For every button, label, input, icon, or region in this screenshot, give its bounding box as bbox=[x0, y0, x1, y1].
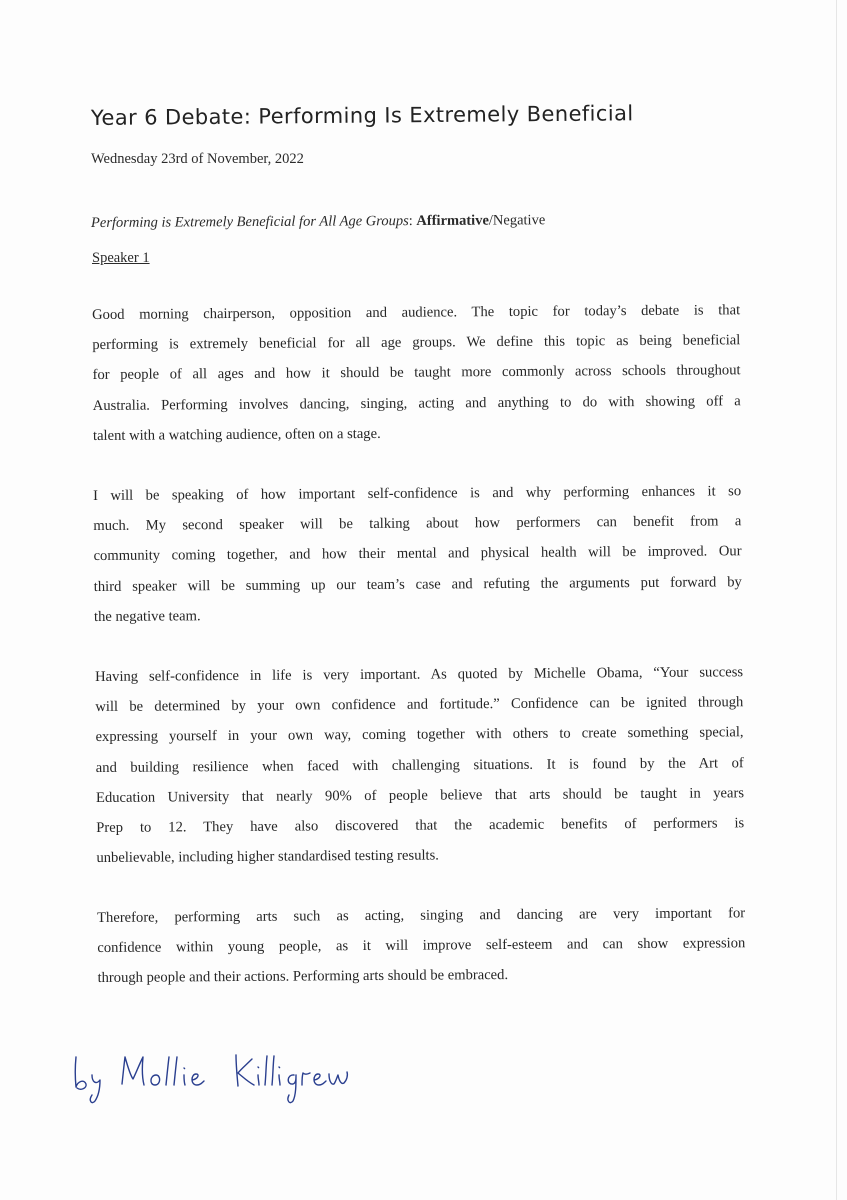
side-negative: Negative bbox=[492, 212, 546, 229]
paragraph-outline bbox=[93, 476, 742, 632]
paragraph-line: Good morning chairperson, opposition and audience. The topic for today’s debate is that bbox=[92, 302, 741, 323]
paragraph-line: expressing yourself in your own way, coming together with others to create something special, bbox=[95, 724, 744, 746]
paragraph-line: will be determined by your own confidence and fortitude.” Confidence can be ignited through bbox=[95, 694, 744, 716]
signature-drawing bbox=[66, 1035, 366, 1105]
page-title: Year 6 Debate: Performing Is Extremely Beneficial bbox=[90, 101, 634, 130]
paragraph-argument bbox=[95, 657, 745, 873]
paragraph-line: community coming together, and how their mental and physical health will be improved. Our bbox=[93, 543, 742, 565]
paragraph-line: performing is extremely beneficial for all age groups. We define this topic as being beneficial bbox=[92, 332, 741, 354]
paragraph-line: the negative team. bbox=[93, 608, 201, 625]
paragraph-line: Therefore, performing arts such as acting, singing and dancing are very important for bbox=[97, 905, 746, 926]
paragraph-line: confidence within young people, as it will improve self-esteem and can show expression bbox=[97, 935, 746, 957]
paragraph-line: through people and their actions. Performing arts should be embraced. bbox=[97, 967, 509, 987]
paragraph-line: talent with a watching audience, often on a stage. bbox=[92, 425, 381, 444]
handwritten-signature bbox=[66, 1035, 366, 1105]
paragraph-line: for people of all ages and how it should be taught more commonly across schools throughout bbox=[92, 362, 741, 384]
debate-date: Wednesday 23rd of November, 2022 bbox=[91, 151, 304, 167]
side-slash: / bbox=[488, 212, 493, 229]
paragraph-line: Having self-confidence in life is very important. As quoted by Michelle Obama, “Your success bbox=[95, 664, 744, 685]
paragraph-line: Prep to 12. They have also discovered that the academic benefits of performers is bbox=[96, 815, 745, 837]
paragraph-line: unbelievable, including higher standardised testing results. bbox=[96, 847, 439, 867]
motion-separator: : bbox=[408, 213, 417, 230]
paragraph-line: Australia. Performing involves dancing, singing, acting and anything to do with showing off a bbox=[92, 392, 741, 414]
paragraph-line: much. My second speaker will be talking about how performers can benefit from a bbox=[93, 513, 742, 535]
paragraph-line: I will be speaking of how important self-confidence is and why performing enhances it so bbox=[93, 483, 742, 504]
paragraph-line: third speaker will be summing up our team’s case and refuting the arguments put forward by bbox=[93, 573, 742, 595]
paragraph-line: Education University that nearly 90% of people believe that arts should be taught in years bbox=[95, 785, 745, 806]
paragraph-conclusion bbox=[97, 898, 746, 993]
motion-text: Performing is Extremely Beneficial for All Age Groups bbox=[90, 213, 409, 231]
speaker-label: Speaker 1 bbox=[92, 250, 150, 266]
page-edge bbox=[836, 0, 837, 1200]
debate-motion bbox=[91, 212, 545, 232]
side-affirmative: Affirmative bbox=[416, 212, 489, 230]
paragraph-introduction bbox=[92, 295, 741, 451]
paragraph-line: and building resilience when faced with challenging situations. It is found by the Art of bbox=[95, 754, 744, 776]
